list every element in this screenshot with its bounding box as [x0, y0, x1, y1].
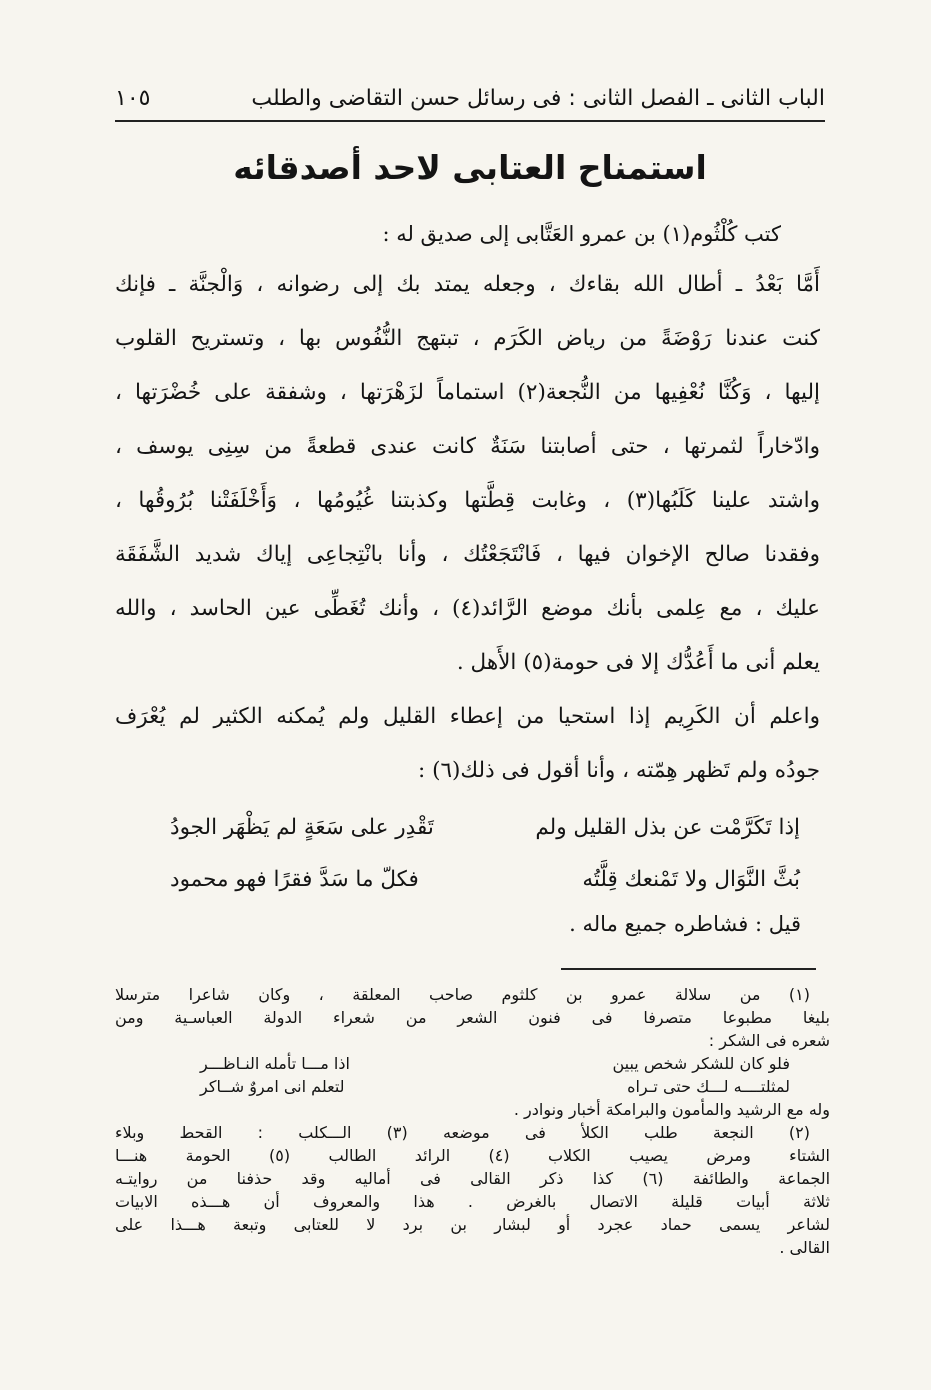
verse-second-hemistich: تَقْدِر على سَعَةٍ لم يَظْهَر الجودُ — [170, 814, 434, 840]
footnote-line: شعره فى الشكر : — [708, 1031, 830, 1050]
text-line: يعلم أنى ما أَعُدُّك إلا فى حومة(٥) الأَهل . — [456, 650, 820, 675]
verse-first-hemistich: بُثَّ النَّوَال ولا تَمْنعك قِلَّتُه — [582, 866, 800, 892]
paragraph-1 — [115, 258, 820, 690]
footnote-line: لشاعر يسمى حماد عجرد أو لبشار بن برد لا للعتابى وتبعة هـــذا على — [115, 1215, 830, 1234]
footnote-line: وله مع الرشيد والمأمون والبرامكة أخبار ونوادر . — [513, 1100, 830, 1119]
footnote-line: ثلاثة أبيات قليلة الاتصال بالغرض . هذا والمعروف أن هـــذه الابيات — [115, 1192, 830, 1211]
footnote-verse — [115, 1052, 830, 1075]
footnote-verse — [115, 1075, 830, 1098]
text-line: واعلم أن الكَرِيم إذا استحيا من إعطاء القليل ولم يُمكنه الكثير لم يُعْرَف — [115, 704, 820, 729]
verse-second-hemistich: لتعلم انى امروٌ شــاكر — [200, 1077, 345, 1096]
verse-line — [170, 852, 800, 906]
text-line: وادّخاراً لثمرتها ، حتى أصابتنا سَنَةٌ كانت عندى قطعةً من سِنِى يوسف ، — [115, 434, 820, 459]
footnote-line: (١) من سلالة عمرو بن كلثوم صاحب المعلقة ، وكان شاعرا مترسلا — [115, 985, 810, 1004]
paragraph-2 — [115, 690, 820, 798]
intro-line: كتب كُلْثُوم(١) بن عمرو العَتَّابى إلى صديق له : — [382, 222, 781, 246]
text-line: إليها ، وَكُنَّا نُعْفِيها من النُّجعة(٢) استماماً لزَهْرَتها ، وشفقة على خُضْرَتها ، — [115, 380, 820, 405]
footnote-rule — [561, 968, 816, 970]
footnote-line: (٢) النجعة طلب الكلأ فى موضعه (٣) الـــكلب : القحط وبلاء — [115, 1123, 810, 1142]
footnote-line: بليغا مطبوعا متصرفا فى فنون الشعر من شعراء الدولة العباسـية ومن — [115, 1008, 830, 1027]
text-line: عليك ، مع عِلمى بأنك موضع الرَّائد(٤) ، وأنك تُغَطِّى عين الحاسد ، والله — [115, 596, 820, 621]
footnote-line: الشتاء ومرض يصيب الكلاب (٤) الرائد الطالب (٥) الحومة هنـــا — [115, 1146, 830, 1165]
footnotes — [115, 983, 830, 1259]
running-header — [115, 78, 825, 118]
verse-second-hemistich: فكلّ ما سَدَّ فقرًا فهو محمود — [170, 866, 419, 892]
text-line: أَمَّا بَعْدُ ـ أطال الله بقاءك ، وجعله يمتد بك إلى رضوانه ، وَالْجنَّة ـ فإنك — [115, 272, 820, 297]
text-line: وفقدنا صالح الإخوان فيها ، فَانْتَجَعْتُك ، وأنا بانْتِجاعِى إياك شديد الشَّفَقَة — [115, 542, 820, 567]
footnote-line: القالى . — [779, 1238, 830, 1257]
verse-first-hemistich: فلو كان للشكر شخص يبين — [612, 1054, 790, 1073]
footnote-line: الجماعة والطائفة (٦) كذا ذكر القالى فى أماليه وقد حذفنا من روايتـه — [115, 1169, 830, 1188]
closing-line: قيل : فشاطره جميع ماله . — [569, 912, 801, 936]
text-line: واشتد علينا كَلَبُها(٣) ، وغابت قِطَّتها وكذبتنا غُيُومُها ، وَأَخْلَفَتْنا بُرُوقُها ، — [115, 488, 820, 513]
page-number: ١٠٥ — [115, 85, 151, 111]
text-line: جودُه ولم تَظهر هِمّته ، وأنا أقول فى ذلك(٦) : — [418, 758, 820, 783]
verse-first-hemistich: إذا تَكَرَّمْت عن بذل القليل ولم — [535, 814, 800, 840]
verse-line — [170, 800, 800, 854]
text-line: كنت عندنا رَوْضَةً من رياض الكَرَم ، تبتهج النُّفُوس بها ، وتستريح القلوب — [115, 326, 820, 351]
verse-first-hemistich: لمثلتــــه لـــك حتى تـراه — [627, 1077, 790, 1096]
verse-second-hemistich: اذا مـــا تأمله النـاظـــر — [200, 1054, 350, 1073]
header-rule — [115, 120, 825, 122]
running-title: الباب الثانى ـ الفصل الثانى : فى رسائل حسن التقاضى والطلب — [251, 85, 825, 111]
page-title: استمناح العتابى لاحد أصدقائه — [233, 148, 707, 187]
